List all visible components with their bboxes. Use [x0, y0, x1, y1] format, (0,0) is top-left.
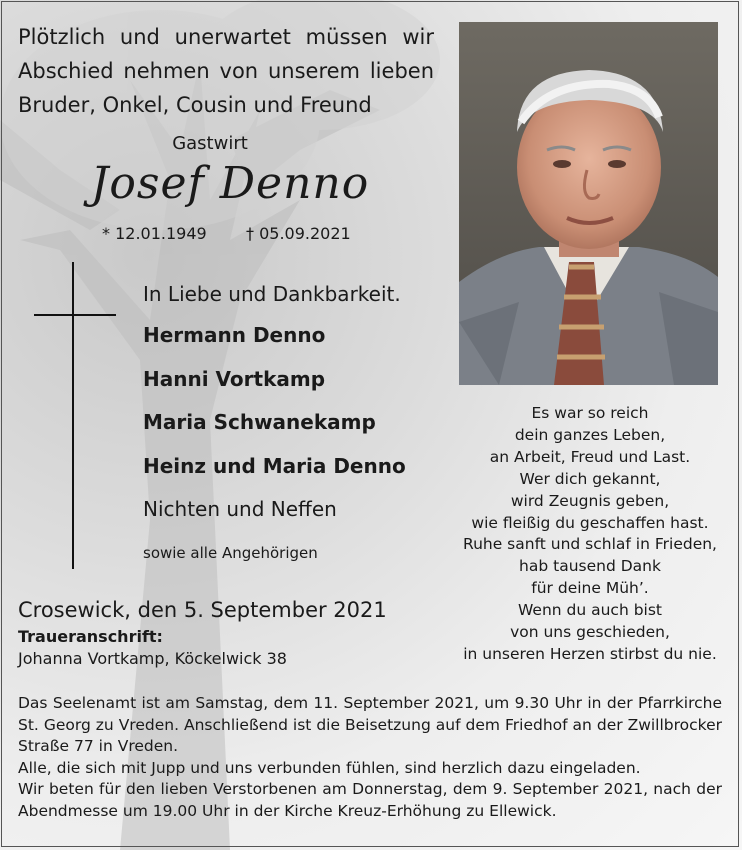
intro-line: Plötzlich und unerwartet müssen wir	[18, 25, 434, 49]
address-label: Traueranschrift:	[18, 627, 163, 646]
death-date: † 05.09.2021	[246, 224, 351, 243]
place-date: Crosewick, den 5. September 2021	[18, 598, 387, 622]
notice-line: Wir beten für den lieben Verstorbenen am Donnerstag, dem 9. September 2021, nach der	[18, 780, 722, 798]
intro-line: Abschied nehmen von unserem lieben	[18, 59, 434, 83]
notice-line: Das Seelenamt ist am Samstag, dem 11. September 2021, um 9.30 Uhr in der Pfarrkirche	[18, 694, 722, 712]
intro-text	[18, 20, 434, 122]
notice-line: Abendmesse um 19.00 Uhr in der Kirche Kreuz-Erhöhung zu Ellewick.	[18, 801, 557, 820]
cross-icon-bar	[34, 314, 116, 316]
poem-line: für deine Müh’.	[531, 579, 649, 598]
mourners-intro: In Liebe und Dankbarkeit.	[143, 282, 401, 306]
notice-line: St. Georg zu Vreden. Anschließend ist die Beisetzung auf dem Friedhof an der Zwillbrocker	[18, 715, 722, 734]
deceased-name: Josef Denno	[90, 158, 370, 209]
poem-line: in unseren Herzen stirbst du nie.	[463, 644, 717, 663]
poem-line: wird Zeugnis geben,	[510, 491, 670, 510]
notice-line: Alle, die sich mit Jupp und uns verbunden fühlen, sind herzlich dazu eingeladen.	[18, 758, 641, 777]
mourners-extended: Nichten und Neffen	[143, 497, 337, 521]
occupation: Gastwirt	[172, 133, 248, 154]
poem-line: Wer dich gekannt,	[519, 469, 661, 488]
poem-line: an Arbeit, Freud und Last.	[489, 447, 691, 466]
memorial-poem	[440, 403, 740, 666]
poem-line: wie fleißig du geschaffen hast.	[471, 513, 709, 532]
poem-line: hab tausend Dank	[519, 557, 661, 576]
poem-line: Es war so reich	[531, 404, 649, 422]
poem-line: von uns geschieden,	[510, 623, 670, 642]
service-notice	[18, 693, 722, 822]
address-value: Johanna Vortkamp, Köckelwick 38	[18, 649, 287, 668]
poem-line: Ruhe sanft und schlaf in Frieden,	[463, 535, 717, 554]
mourners-others: sowie alle Angehörigen	[143, 544, 318, 562]
notice-line: Straße 77 in Vreden.	[18, 737, 179, 755]
portrait-photo	[459, 22, 718, 385]
mourner-name: Hermann Denno	[143, 323, 326, 347]
poem-line: dein ganzes Leben,	[514, 425, 666, 444]
cross-icon	[72, 262, 74, 569]
mourner-name: Hanni Vortkamp	[143, 367, 326, 391]
mourner-name: Maria Schwanekamp	[143, 410, 376, 434]
intro-line: Bruder, Onkel, Cousin und Freund	[18, 93, 372, 117]
birth-date: * 12.01.1949	[102, 224, 207, 243]
poem-line: Wenn du auch bist	[517, 601, 662, 620]
mourner-name: Heinz und Maria Denno	[143, 454, 406, 478]
